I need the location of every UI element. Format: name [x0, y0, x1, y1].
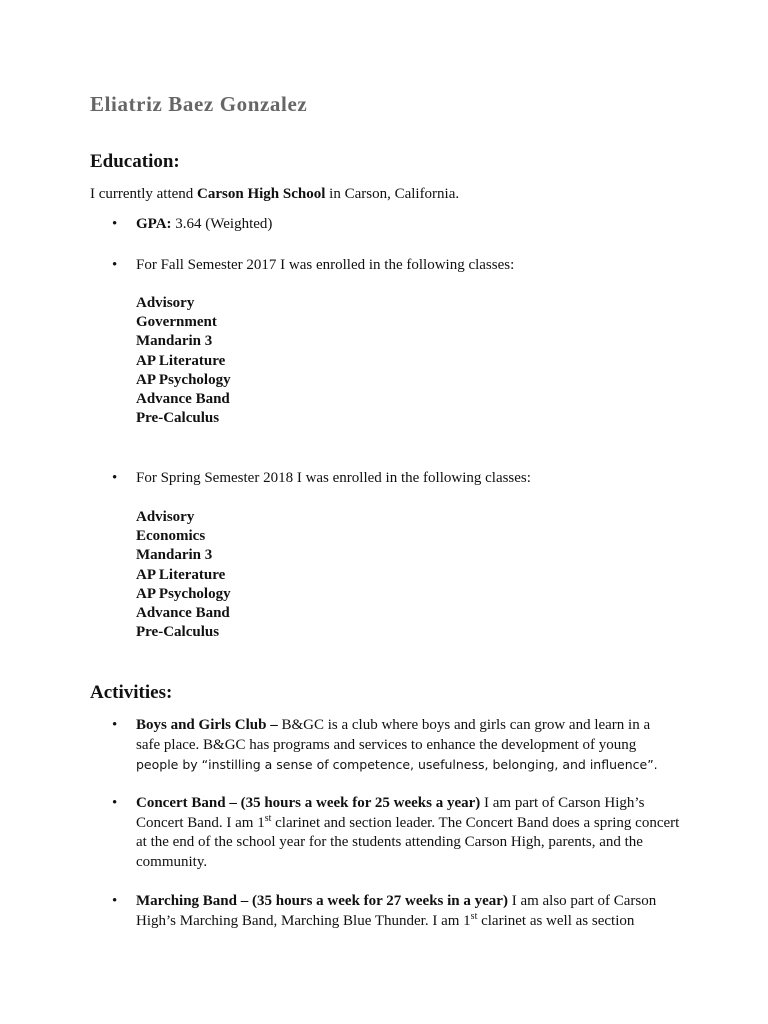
class-item: Mandarin 3	[136, 547, 213, 564]
class-item: Advisory	[136, 295, 195, 311]
bullet: •	[112, 717, 118, 733]
bullet: •	[112, 216, 118, 232]
class-item: AP Psychology	[136, 585, 231, 602]
fall-class-list	[136, 294, 231, 428]
gpa-label: GPA:	[136, 216, 172, 232]
spring-class-list	[136, 508, 231, 642]
concert-band-item	[136, 794, 681, 872]
class-item: AP Literature	[136, 566, 226, 583]
resume-name: Eliatriz Baez Gonzalez	[90, 92, 308, 116]
class-item: Government	[136, 314, 217, 331]
bullet: •	[112, 470, 118, 486]
concert-text-1: I am part of Carson High’s Concert Band. I am 1	[136, 795, 645, 831]
class-item: AP Psychology	[136, 371, 231, 388]
concert-sup: st	[264, 812, 272, 824]
class-item: AP Literature	[136, 352, 226, 369]
class-item: Advance Band	[136, 391, 230, 408]
class-item: Advisory	[136, 509, 195, 525]
marching-title: Marching Band – (35 hours a week for 27 weeks in a year)	[136, 893, 508, 909]
spring-intro: For Spring Semester 2018 I was enrolled in the following classes:	[136, 470, 531, 486]
marching-band-item	[136, 892, 681, 931]
bgc-title: Boys and Girls Club –	[136, 717, 278, 733]
activities-heading: Activities:	[90, 682, 173, 703]
concert-title: Concert Band – (35 hours a week for 25 weeks a year)	[136, 795, 481, 811]
marching-sup: st	[470, 910, 478, 922]
gpa-item	[136, 215, 681, 235]
intro-suffix: in Carson, California.	[325, 186, 460, 202]
education-intro	[90, 185, 459, 204]
class-item: Economics	[136, 528, 206, 545]
bgc-quote: people by “instilling a sense of competence, usefulness, belonging, and influence”.	[136, 757, 658, 772]
class-item: Pre-Calculus	[136, 410, 220, 427]
class-item: Advance Band	[136, 605, 230, 622]
class-item: Mandarin 3	[136, 333, 213, 350]
bullet: •	[112, 257, 118, 273]
marching-text-1: I am also part of Carson High’s Marching Band, Marching Blue Thunder. I am 1	[136, 893, 657, 929]
bgc-text: B&GC is a club where boys and girls can grow and learn in a safe place. B&GC has programs and services to enhance the development of young	[136, 717, 651, 753]
bullet: •	[112, 795, 118, 811]
bgc-item	[136, 716, 666, 755]
class-item: Pre-Calculus	[136, 624, 220, 641]
fall-intro: For Fall Semester 2017 I was enrolled in the following classes:	[136, 257, 515, 273]
intro-prefix: I currently attend	[90, 186, 198, 202]
school-name: Carson High School	[197, 186, 326, 202]
marching-text-2: clarinet as well as section	[477, 912, 635, 929]
gpa-value: 3.64 (Weighted)	[171, 216, 273, 232]
education-heading: Education:	[90, 151, 180, 172]
concert-text-2: clarinet and section leader. The Concert Band does a spring concert at the end of the school year for the students attending Carson High, parents, and the community.	[136, 814, 680, 870]
bullet: •	[112, 893, 118, 909]
